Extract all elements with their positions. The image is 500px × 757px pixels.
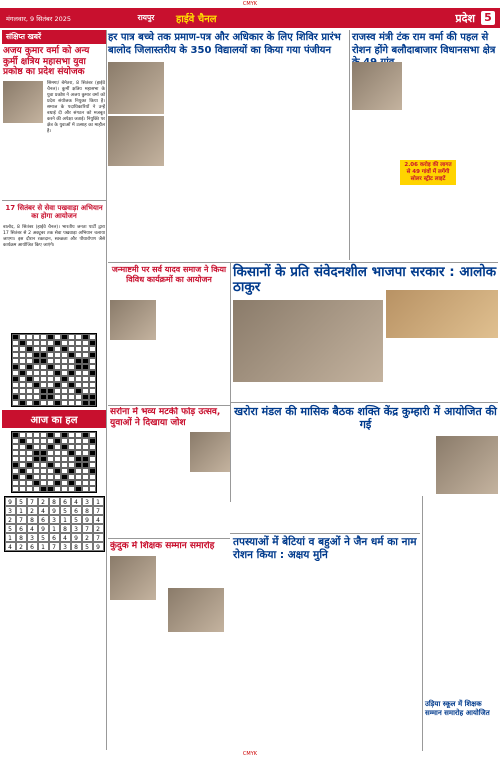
crossword-cell <box>75 486 82 492</box>
crossword-cell <box>40 486 47 492</box>
story-certificate-photo-2 <box>108 116 164 166</box>
header-section: प्रदेश <box>455 11 475 25</box>
story-yadav-headline: जन्माष्टमी पर सर्व यादव समाज ने किया विविध कार्यक्रमों का आयोजन <box>111 265 227 284</box>
sudoku-cell: 6 <box>38 515 49 524</box>
sudoku-cell: 8 <box>49 497 60 506</box>
story-farmers-headline: किसानों के प्रति संवेदनशील भाजपा सरकार : आलोक ठाकुर <box>233 264 497 295</box>
crossword-cell <box>75 400 82 406</box>
crossword-cell <box>12 486 19 492</box>
sudoku-cell: 3 <box>60 542 71 551</box>
sudoku-cell: 4 <box>27 524 38 533</box>
left-column <box>2 30 106 755</box>
crossword-cell <box>26 486 33 492</box>
sudoku-cell: 3 <box>82 497 93 506</box>
story-certificate-text <box>166 62 348 264</box>
sudoku-cell: 7 <box>82 524 93 533</box>
story-odia-school-headline: उड़िया स्कूल में शिक्षक सम्मान समारोह आयोजित <box>425 700 490 717</box>
sudoku-cell: 5 <box>5 524 16 533</box>
story-dahi-handi-headline: सरोना में भव्य मटकी फोड़ उत्सव, युवाओं ने दिखाया जोश <box>110 407 221 428</box>
sudoku-cell: 3 <box>49 515 60 524</box>
sudoku-cell: 8 <box>60 524 71 533</box>
sudoku-cell: 5 <box>38 533 49 542</box>
crossword-cell <box>33 400 40 406</box>
sudoku-cell: 1 <box>5 533 16 542</box>
sudoku-cell: 2 <box>38 497 49 506</box>
crossword-solution-grid <box>11 431 97 493</box>
crossword-cell <box>33 486 40 492</box>
crossword-cell <box>82 400 89 406</box>
crossword-cell <box>61 400 68 406</box>
story-certificate-headline: हर पात्र बच्चे तक प्रमाण-पत्र और अधिकार के लिए शिविर प्रारंभ बालोद जिलास्तरीय के 350 विद्यालयों का किया गया पंजीयन <box>108 32 341 56</box>
story-kunduk-photo-2 <box>168 588 224 632</box>
brief-sub-text: बालोद, 8 सितंबर (हाईवे चैनल)। भारतीय जनता पार्टी द्वारा 17 सितंबर से 2 अक्टूबर तक सेवा पखवाड़ा अभियान चलाया जाएगा। इस दौरान रक्तदान, स्वच्छता और पौधारोपण जैसे कार्यक्रम आयोजित किए जाएंगे। <box>3 224 105 248</box>
crossword-cell <box>12 400 19 406</box>
sudoku-cell: 7 <box>49 542 60 551</box>
sudoku-cell: 7 <box>16 515 27 524</box>
header-brand: हाईवे चैनल <box>176 14 217 25</box>
sudoku-cell: 8 <box>27 515 38 524</box>
sudoku-cell: 5 <box>60 506 71 515</box>
story-solar-callout: 2.06 करोड़ की लागत से 49 गांवों में लगेंगी सोलर स्ट्रीट लाइटें <box>400 160 456 185</box>
sudoku-cell: 4 <box>60 533 71 542</box>
brief-news-title: संक्षिप्त खबरें <box>2 30 106 44</box>
story-khorra-photo <box>436 436 498 494</box>
sudoku-cell: 9 <box>71 533 82 542</box>
sudoku-cell: 8 <box>82 506 93 515</box>
sudoku-cell: 5 <box>16 497 27 506</box>
sudoku-cell: 7 <box>93 506 104 515</box>
sudoku-cell: 8 <box>16 533 27 542</box>
sudoku-cell: 4 <box>93 515 104 524</box>
crossword-cell <box>89 400 96 406</box>
sudoku-cell: 6 <box>16 524 27 533</box>
crossword-cell <box>40 400 47 406</box>
crossword-cell <box>68 486 75 492</box>
brief-sub-headline: 17 सितंबर से सेवा पखवाड़ा अभियान का होगा आयोजन <box>2 200 106 224</box>
header-date: मंगलवार, 9 सितंबर 2025 <box>6 14 72 23</box>
sudoku-cell: 4 <box>71 497 82 506</box>
sudoku-cell: 1 <box>49 524 60 533</box>
sudoku-cell: 5 <box>82 542 93 551</box>
brief-lead-headline: अजय कुमार वर्मा को अन्य कुर्मी क्षत्रिय महासभा युवा प्रकोष्ठ का प्रदेश संयोजक <box>3 46 90 77</box>
crossword-cell <box>54 400 61 406</box>
crossword-cell <box>54 486 61 492</box>
sudoku-cell: 5 <box>71 515 82 524</box>
sudoku-cell: 4 <box>38 506 49 515</box>
story-yadav-photo <box>110 300 156 340</box>
sudoku-cell: 2 <box>5 515 16 524</box>
sudoku-cell: 2 <box>82 533 93 542</box>
sudoku-cell: 3 <box>5 506 16 515</box>
crossword-grid <box>11 333 97 407</box>
sudoku-cell: 9 <box>49 506 60 515</box>
story-kunduk-headline: कुंदुक में शिक्षक सम्मान समारोह <box>110 541 215 551</box>
story-kunduk-photo <box>110 556 156 600</box>
page-header <box>0 8 500 28</box>
sudoku-cell: 6 <box>27 542 38 551</box>
brief-lead-photo <box>3 81 43 123</box>
sudoku-cell: 1 <box>38 542 49 551</box>
registration-mark-bottom: CMYK <box>242 751 258 757</box>
sudoku-cell: 4 <box>5 542 16 551</box>
story-farmers-photo-2 <box>386 290 498 338</box>
story-khorra-headline: खरोरा मंडल की मासिक बैठक शक्ति केंद्र कुम्हारी में आयोजित की गई <box>234 405 497 431</box>
crossword-cell <box>19 400 26 406</box>
sudoku-cell: 7 <box>93 533 104 542</box>
sudoku-cell: 6 <box>60 497 71 506</box>
page-number: 5 <box>481 11 495 25</box>
story-jain-headline: तपस्याओं में बेटियां व बहुओं ने जैन धर्म का नाम रोशन किया : अक्षय मुनि <box>233 536 417 561</box>
brief-lead-text: सिमगा/ बेमेतरा, 8 सितंबर (हाईवे चैनल)। कुर्मी क्षत्रिय महासभा के युवा प्रकोष्ठ ने अजय कुमार वर्मा को प्रदेश संयोजक नियुक्त किया है। समाज के पदाधिकारियों ने उन्हें बधाई दी और संगठन को मजबूत करने की अपेक्षा जताई। नियुक्ति पर क्षेत्र के युवाओं में उत्साह का माहौल है। <box>47 80 105 134</box>
sudoku-cell: 9 <box>38 524 49 533</box>
sudoku-cell: 9 <box>93 542 104 551</box>
crossword-cell <box>82 486 89 492</box>
story-solar-photo <box>352 62 402 110</box>
sudoku-cell: 9 <box>82 515 93 524</box>
sudoku-cell: 6 <box>71 506 82 515</box>
crossword-cell <box>26 400 33 406</box>
crossword-cell <box>47 400 54 406</box>
story-solar-headline: राजस्व मंत्री टंक राम वर्मा की पहल से रोशन होंगे बलौदाबाजार विधानसभा क्षेत्र <box>352 32 496 56</box>
sudoku-cell: 2 <box>16 542 27 551</box>
sudoku-cell: 9 <box>5 497 16 506</box>
sudoku-cell: 6 <box>49 533 60 542</box>
sudoku-cell: 2 <box>27 506 38 515</box>
crossword-cell <box>19 486 26 492</box>
header-city: रायपुर <box>137 13 155 22</box>
puzzle-solution-title: आज का हल <box>2 410 106 428</box>
sudoku-cell: 1 <box>16 506 27 515</box>
sudoku-cell: 1 <box>60 515 71 524</box>
sudoku-cell: 3 <box>71 524 82 533</box>
sudoku-cell: 7 <box>27 497 38 506</box>
story-dahi-handi-photo <box>190 432 230 472</box>
sudoku-cell: 2 <box>93 524 104 533</box>
sudoku-cell: 3 <box>27 533 38 542</box>
sudoku-grid <box>4 496 105 552</box>
crossword-cell <box>68 400 75 406</box>
crossword-cell <box>61 486 68 492</box>
sudoku-cell: 8 <box>71 542 82 551</box>
story-certificate-photo <box>108 62 164 114</box>
crossword-cell <box>89 486 96 492</box>
crossword-cell <box>47 486 54 492</box>
registration-mark-top: CMYK <box>242 1 258 7</box>
sudoku-cell: 1 <box>93 497 104 506</box>
story-farmers-photo <box>233 300 383 382</box>
